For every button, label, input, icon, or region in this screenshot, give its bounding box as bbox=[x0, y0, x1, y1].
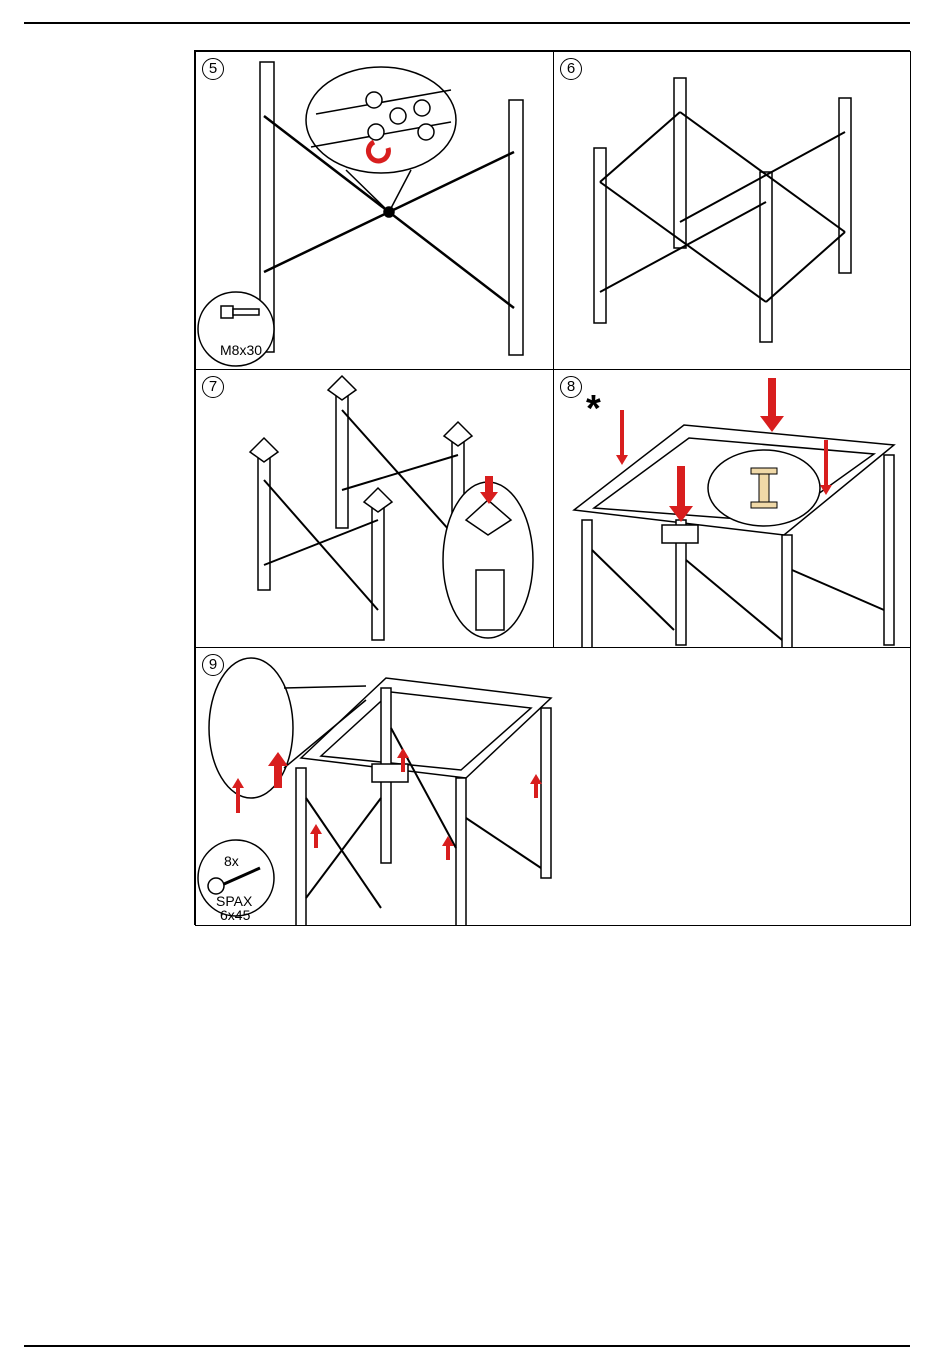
part-count: 8x bbox=[224, 853, 239, 869]
step-7-illustration bbox=[196, 370, 554, 648]
step-6-panel bbox=[553, 51, 911, 370]
step-9-illustration bbox=[196, 648, 911, 926]
step-number: 6 bbox=[560, 58, 582, 80]
step-number: 8 bbox=[560, 376, 582, 398]
step-number: 5 bbox=[202, 58, 224, 80]
step-6-illustration bbox=[554, 52, 911, 370]
step-number: 9 bbox=[202, 654, 224, 676]
instruction-grid bbox=[194, 50, 910, 925]
step-9-panel bbox=[195, 647, 911, 926]
step-number: 7 bbox=[202, 376, 224, 398]
step-8-illustration bbox=[554, 370, 911, 648]
step-8-panel bbox=[553, 369, 911, 648]
step-5-panel bbox=[195, 51, 554, 370]
step-5-illustration bbox=[196, 52, 554, 370]
step-7-panel bbox=[195, 369, 554, 648]
part-name: SPAX bbox=[216, 893, 253, 909]
part-label: M8x30 bbox=[220, 342, 263, 358]
top-rule bbox=[24, 22, 910, 24]
bottom-rule bbox=[24, 1345, 910, 1347]
part-size: 6x45 bbox=[220, 907, 251, 923]
asterisk-marker: * bbox=[586, 388, 601, 430]
